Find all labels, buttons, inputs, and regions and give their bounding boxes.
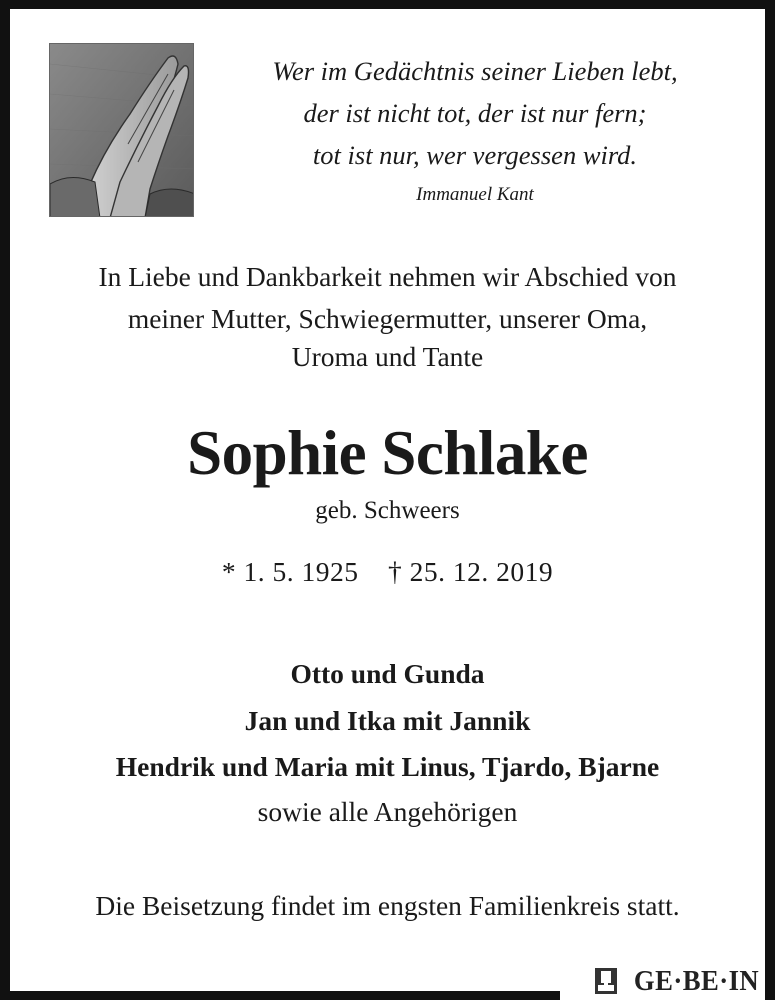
deceased-name: Sophie Schlake (187, 418, 588, 488)
closing-line: Die Beisetzung findet im engsten Familienkreis statt. (95, 890, 680, 921)
mourner-line-2: Jan und Itka mit Jannik (244, 705, 531, 736)
intro-line-1: In Liebe und Dankbarkeit nehmen wir Abschied von (98, 261, 677, 292)
quote-line-3: tot ist nur, wer vergessen wird. (312, 140, 638, 170)
praying-hands-icon (50, 44, 194, 217)
quote-line-2: der ist nicht tot, der ist nur fern; (303, 98, 647, 128)
praying-hands-image (49, 43, 194, 217)
gebein-logo (560, 962, 765, 1000)
intro-line-2: meiner Mutter, Schwiegermutter, unserer Oma, (127, 303, 648, 334)
intro-line-3: Uroma und Tante (291, 341, 484, 372)
life-dates: * 1. 5. 1925 † 25. 12. 2019 (221, 556, 554, 587)
quote-line-1: Wer im Gedächtnis seiner Lieben lebt, (272, 56, 678, 86)
logo-text: GE·BE·IN (633, 964, 759, 997)
relatives-line: sowie alle Angehörigen (257, 796, 518, 827)
mourner-line-1: Otto und Gunda (290, 658, 485, 689)
mourner-line-3: Hendrik und Maria mit Linus, Tjardo, Bjarne (115, 751, 660, 782)
logo-mark-icon (595, 968, 617, 994)
birth-name: geb. Schweers (315, 497, 460, 524)
quote-author: Immanuel Kant (416, 184, 534, 205)
